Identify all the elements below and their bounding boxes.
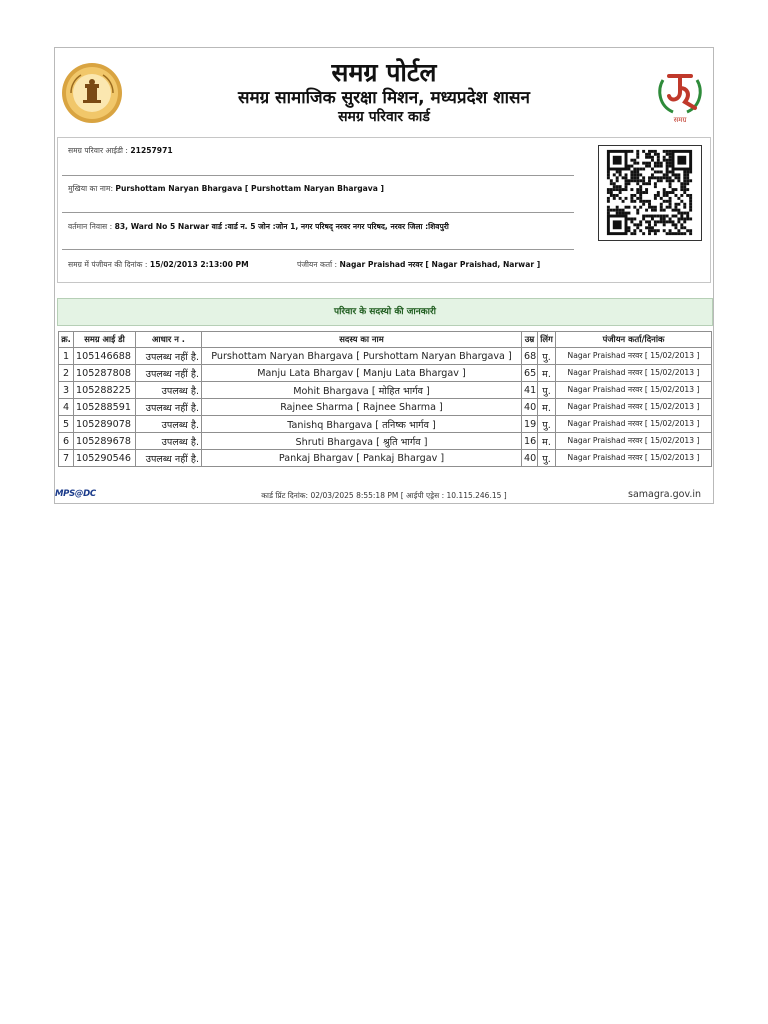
table-row [59, 416, 712, 433]
table-row [59, 450, 712, 467]
col-header-serial: क्र. [59, 332, 74, 348]
cell-aadhaar: उपलब्ध नहीं है. [136, 450, 202, 467]
table-row [59, 348, 712, 365]
members-table [58, 331, 712, 467]
cell-serial: 6 [59, 433, 74, 450]
samagra-logo-icon [651, 62, 709, 124]
address-line [68, 222, 449, 232]
cell-aadhaar: उपलब्ध है. [136, 416, 202, 433]
cell-registrar-date: Nagar Praishad नरवर [ 15/02/2013 ] [556, 348, 712, 365]
cell-aadhaar: उपलब्ध है. [136, 382, 202, 399]
samagra-logo-text: समग्र [673, 116, 687, 124]
col-header-aadhaar: आधार न . [136, 332, 202, 348]
cell-member-name: Pankaj Bhargav [ Pankaj Bhargav ] [202, 450, 522, 467]
cell-gender: पु. [538, 416, 556, 433]
cell-gender: पु. [538, 382, 556, 399]
qr-code-icon [598, 145, 702, 241]
cell-member-name: Manju Lata Bhargav [ Manju Lata Bhargav ] [202, 365, 522, 382]
family-id-label: समग्र परिवार आईडी : [68, 146, 128, 155]
portal-title: समग्र पोर्टल [331, 58, 437, 87]
cell-member-name: Mohit Bhargava [ मोहित भार्गव ] [202, 382, 522, 399]
col-header-age: उम्र [522, 332, 538, 348]
cell-registrar-date: Nagar Praishad नरवर [ 15/02/2013 ] [556, 433, 712, 450]
reg-date-label: समग्र में पंजीयन की दिनांक : [68, 260, 148, 269]
cell-samagra-id: 105289678 [74, 433, 136, 450]
cell-gender: म. [538, 399, 556, 416]
cell-samagra-id: 105290546 [74, 450, 136, 467]
registration-date-line [68, 260, 249, 270]
cell-aadhaar: उपलब्ध नहीं है. [136, 365, 202, 382]
cell-samagra-id: 105146688 [74, 348, 136, 365]
cell-aadhaar: उपलब्ध नहीं है. [136, 348, 202, 365]
print-info: कार्ड प्रिंट दिनांक: 02/03/2025 8:55:18 PM [ आईपी एड्रेस : 10.115.246.15 ] [261, 491, 507, 500]
info-divider [62, 175, 574, 176]
table-row [59, 365, 712, 382]
cell-member-name: Rajnee Sharma [ Rajnee Sharma ] [202, 399, 522, 416]
cell-member-name: Tanishq Bhargava [ तनिष्क भार्गव ] [202, 416, 522, 433]
registrar-label: पंजीयन कर्ता : [297, 260, 338, 269]
cell-registrar-date: Nagar Praishad नरवर [ 15/02/2013 ] [556, 450, 712, 467]
cell-member-name: Shruti Bhargava [ श्रुति भार्गव ] [202, 433, 522, 450]
cell-samagra-id: 105288225 [74, 382, 136, 399]
mpsedc-logo: MPS@DC [55, 489, 96, 499]
cell-age: 68 [522, 348, 538, 365]
cell-serial: 1 [59, 348, 74, 365]
info-divider [62, 212, 574, 213]
cell-gender: पु. [538, 450, 556, 467]
cell-registrar-date: Nagar Praishad नरवर [ 15/02/2013 ] [556, 365, 712, 382]
info-divider [62, 249, 574, 250]
cell-age: 19 [522, 416, 538, 433]
table-header-row [59, 332, 712, 348]
address-label: वर्तमान निवास : [68, 222, 113, 231]
registrar-value: Nagar Praishad नरवर [ Nagar Praishad, Narwar ] [339, 260, 541, 269]
cell-registrar-date: Nagar Praishad नरवर [ 15/02/2013 ] [556, 416, 712, 433]
address-value: 83, Ward No 5 Narwar वार्ड :वार्ड न. 5 जोन :जोन 1, नगर परिषद् नरवर नगर परिषद, नरवर जिला :शिवपुरी [114, 222, 449, 231]
cell-age: 41 [522, 382, 538, 399]
col-header-samagra-id: समग्र आई डी [74, 332, 136, 348]
mission-subtitle: समग्र सामाजिक सुरक्षा मिशन, मध्यप्रदेश शासन [237, 88, 530, 108]
cell-aadhaar: उपलब्ध है. [136, 433, 202, 450]
cell-serial: 5 [59, 416, 74, 433]
cell-serial: 3 [59, 382, 74, 399]
reg-date-value: 15/02/2013 2:13:00 PM [149, 260, 249, 269]
family-id-line [68, 146, 173, 156]
card-title: समग्र परिवार कार्ड [338, 109, 430, 125]
table-row [59, 399, 712, 416]
cell-samagra-id: 105289078 [74, 416, 136, 433]
family-id-value: 21257971 [130, 146, 173, 155]
cell-serial: 4 [59, 399, 74, 416]
cell-gender: म. [538, 365, 556, 382]
cell-registrar-date: Nagar Praishad नरवर [ 15/02/2013 ] [556, 382, 712, 399]
head-of-family-line [68, 184, 384, 194]
website-link[interactable]: samagra.gov.in [628, 489, 702, 500]
table-row [59, 433, 712, 450]
cell-aadhaar: उपलब्ध नहीं है. [136, 399, 202, 416]
head-name-value: Purshottam Naryan Bhargava [ Purshottam Naryan Bhargava ] [115, 184, 384, 193]
col-header-member-name: सदस्य का नाम [202, 332, 522, 348]
cell-serial: 7 [59, 450, 74, 467]
cell-gender: पु. [538, 348, 556, 365]
cell-samagra-id: 105288591 [74, 399, 136, 416]
head-label: मुखिया का नाम: [68, 184, 113, 193]
cell-samagra-id: 105287808 [74, 365, 136, 382]
table-row [59, 382, 712, 399]
cell-registrar-date: Nagar Praishad नरवर [ 15/02/2013 ] [556, 399, 712, 416]
registrar-line [297, 260, 540, 270]
col-header-gender: लिंग [538, 332, 556, 348]
cell-serial: 2 [59, 365, 74, 382]
cell-age: 16 [522, 433, 538, 450]
cell-age: 40 [522, 399, 538, 416]
members-section-title: परिवार के सदस्यो की जानकारी [57, 298, 713, 326]
cell-gender: म. [538, 433, 556, 450]
cell-age: 65 [522, 365, 538, 382]
cell-age: 40 [522, 450, 538, 467]
cell-member-name: Purshottam Naryan Bhargava [ Purshottam Naryan Bhargava ] [202, 348, 522, 365]
col-header-registrar-date: पंजीयन कर्ता/दिनांक [556, 332, 712, 348]
